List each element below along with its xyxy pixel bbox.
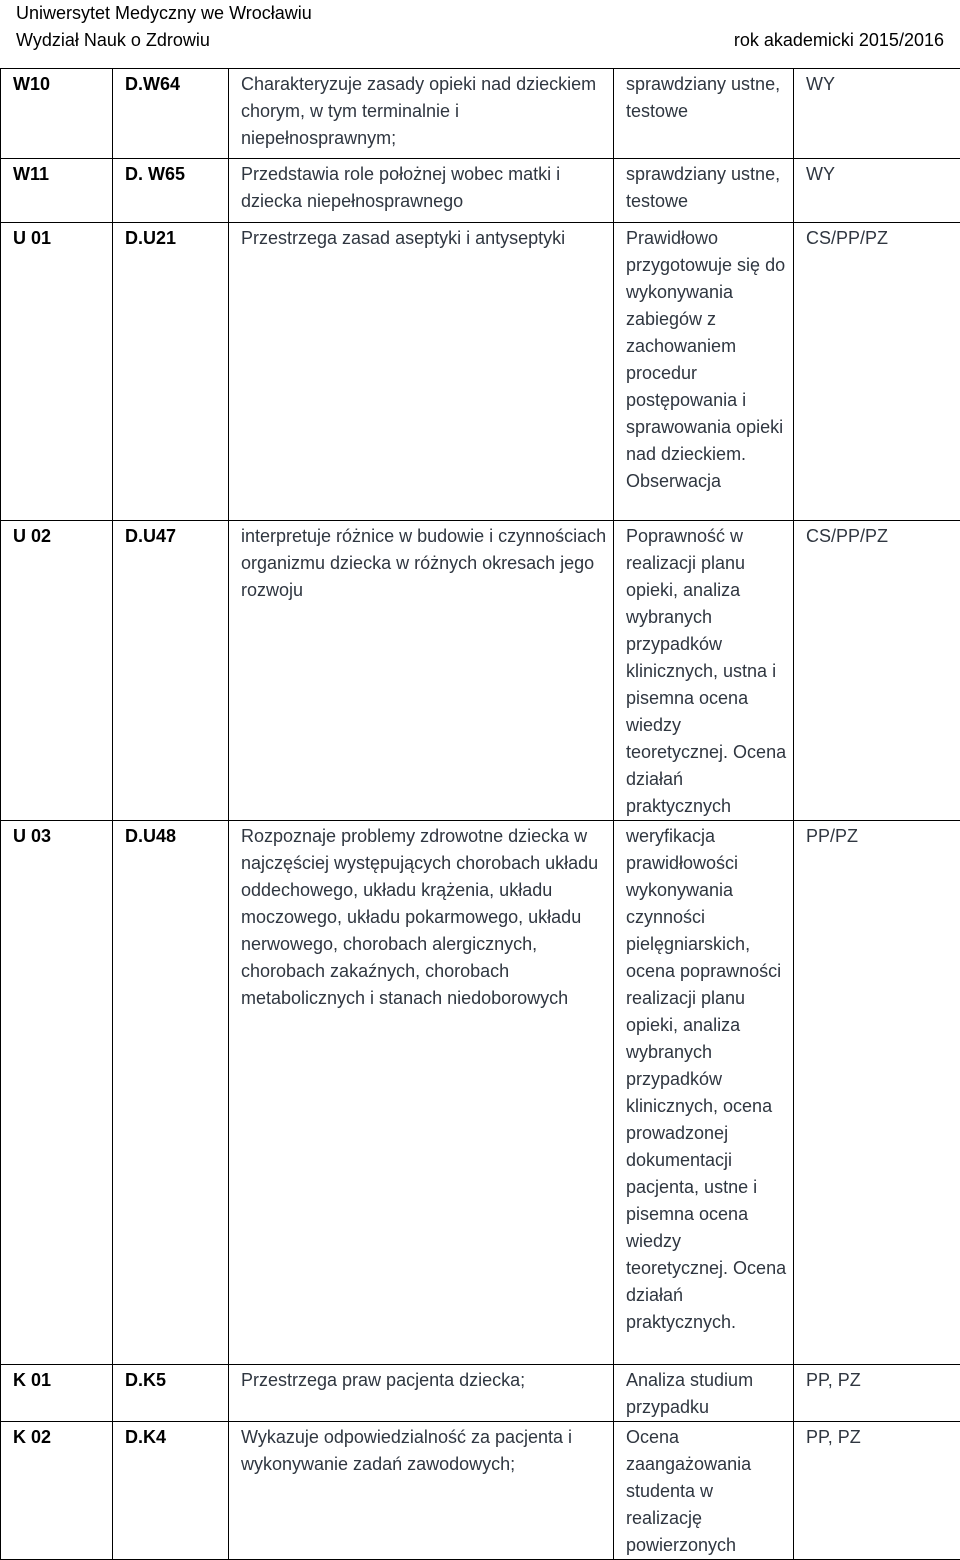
table-row xyxy=(1,223,960,521)
verification-method: sprawdziany ustne, testowe xyxy=(614,159,794,223)
outcome-reference: D.K4 xyxy=(113,1422,229,1560)
outcome-reference: D.U47 xyxy=(113,521,229,821)
class-form: WY xyxy=(794,159,960,223)
class-form: CS/PP/PZ xyxy=(794,223,960,521)
academic-year: rok akademicki 2015/2016 xyxy=(733,30,944,50)
outcome-description: Przedstawia role położnej wobec matki i dziecka niepełnosprawnego xyxy=(229,159,614,223)
outcome-reference: D. W65 xyxy=(113,159,229,223)
verification-method: weryfikacja prawidłowości wykonywania czynności pielęgniarskich, ocena poprawności realizacji planu opieki, analiza wybranych przypadków klinicznych, ocena prowadzonej dokumentacji pacjenta, ustne i pisemna ocena wiedzy teoretycznej. Ocena działań praktycznych. xyxy=(614,821,794,1365)
class-form: PP, PZ xyxy=(794,1365,960,1422)
table-row xyxy=(1,159,960,223)
table-row xyxy=(1,1365,960,1422)
verification-method: Prawidłowo przygotowuje się do wykonywania zabiegów z zachowaniem procedur postępowania i sprawowania opieki nad dzieckiem. Obserwacja xyxy=(614,223,794,521)
university-name: Uniwersytet Medyczny we Wrocławiu xyxy=(16,3,312,23)
table-row xyxy=(1,521,960,821)
verification-method: sprawdziany ustne, testowe xyxy=(614,69,794,159)
outcome-code: U 03 xyxy=(1,821,113,1365)
table-row xyxy=(1,1422,960,1560)
verification-method: Analiza studium przypadku xyxy=(614,1365,794,1422)
table-row xyxy=(1,69,960,159)
outcome-code: W10 xyxy=(1,69,113,159)
class-form: PP, PZ xyxy=(794,1422,960,1560)
outcome-code: K 01 xyxy=(1,1365,113,1422)
outcome-reference: D.U21 xyxy=(113,223,229,521)
class-form: WY xyxy=(794,69,960,159)
class-form: CS/PP/PZ xyxy=(794,521,960,821)
outcome-description: Rozpoznaje problemy zdrowotne dziecka w najczęściej występujących chorobach układu oddechowego, układu krążenia, układu moczowego, układu pokarmowego, układu nerwowego, chorobach alergicznych, chorobach zakaźnych, chorobach metabolicznych i stanach niedoborowych xyxy=(229,821,614,1365)
verification-method: Ocena zaangażowania studenta w realizację powierzonych xyxy=(614,1422,794,1560)
header-line xyxy=(16,27,944,54)
class-form: PP/PZ xyxy=(794,821,960,1365)
learning-outcomes-table xyxy=(0,68,960,1560)
outcome-code: W11 xyxy=(1,159,113,223)
outcome-description: Charakteryzuje zasady opieki nad dzieckiem chorym, w tym terminalnie i niepełnosprawnym; xyxy=(229,69,614,159)
outcome-description: Przestrzega praw pacjenta dziecka; xyxy=(229,1365,614,1422)
faculty-name: Wydział Nauk o Zdrowiu xyxy=(16,30,210,50)
table-row xyxy=(1,821,960,1365)
outcome-description: interpretuje różnice w budowie i czynnościach organizmu dziecka w różnych okresach jego rozwoju xyxy=(229,521,614,821)
outcome-description: Wykazuje odpowiedzialność za pacjenta i wykonywanie zadań zawodowych; xyxy=(229,1422,614,1560)
outcome-code: U 01 xyxy=(1,223,113,521)
page-header xyxy=(16,0,944,60)
verification-method: Poprawność w realizacji planu opieki, analiza wybranych przypadków klinicznych, ustna i pisemna ocena wiedzy teoretycznej. Ocena działań praktycznych xyxy=(614,521,794,821)
outcome-reference: D.K5 xyxy=(113,1365,229,1422)
outcome-reference: D.W64 xyxy=(113,69,229,159)
outcome-description: Przestrzega zasad aseptyki i antyseptyki xyxy=(229,223,614,521)
outcome-code: U 02 xyxy=(1,521,113,821)
outcome-code: K 02 xyxy=(1,1422,113,1560)
outcome-reference: D.U48 xyxy=(113,821,229,1365)
